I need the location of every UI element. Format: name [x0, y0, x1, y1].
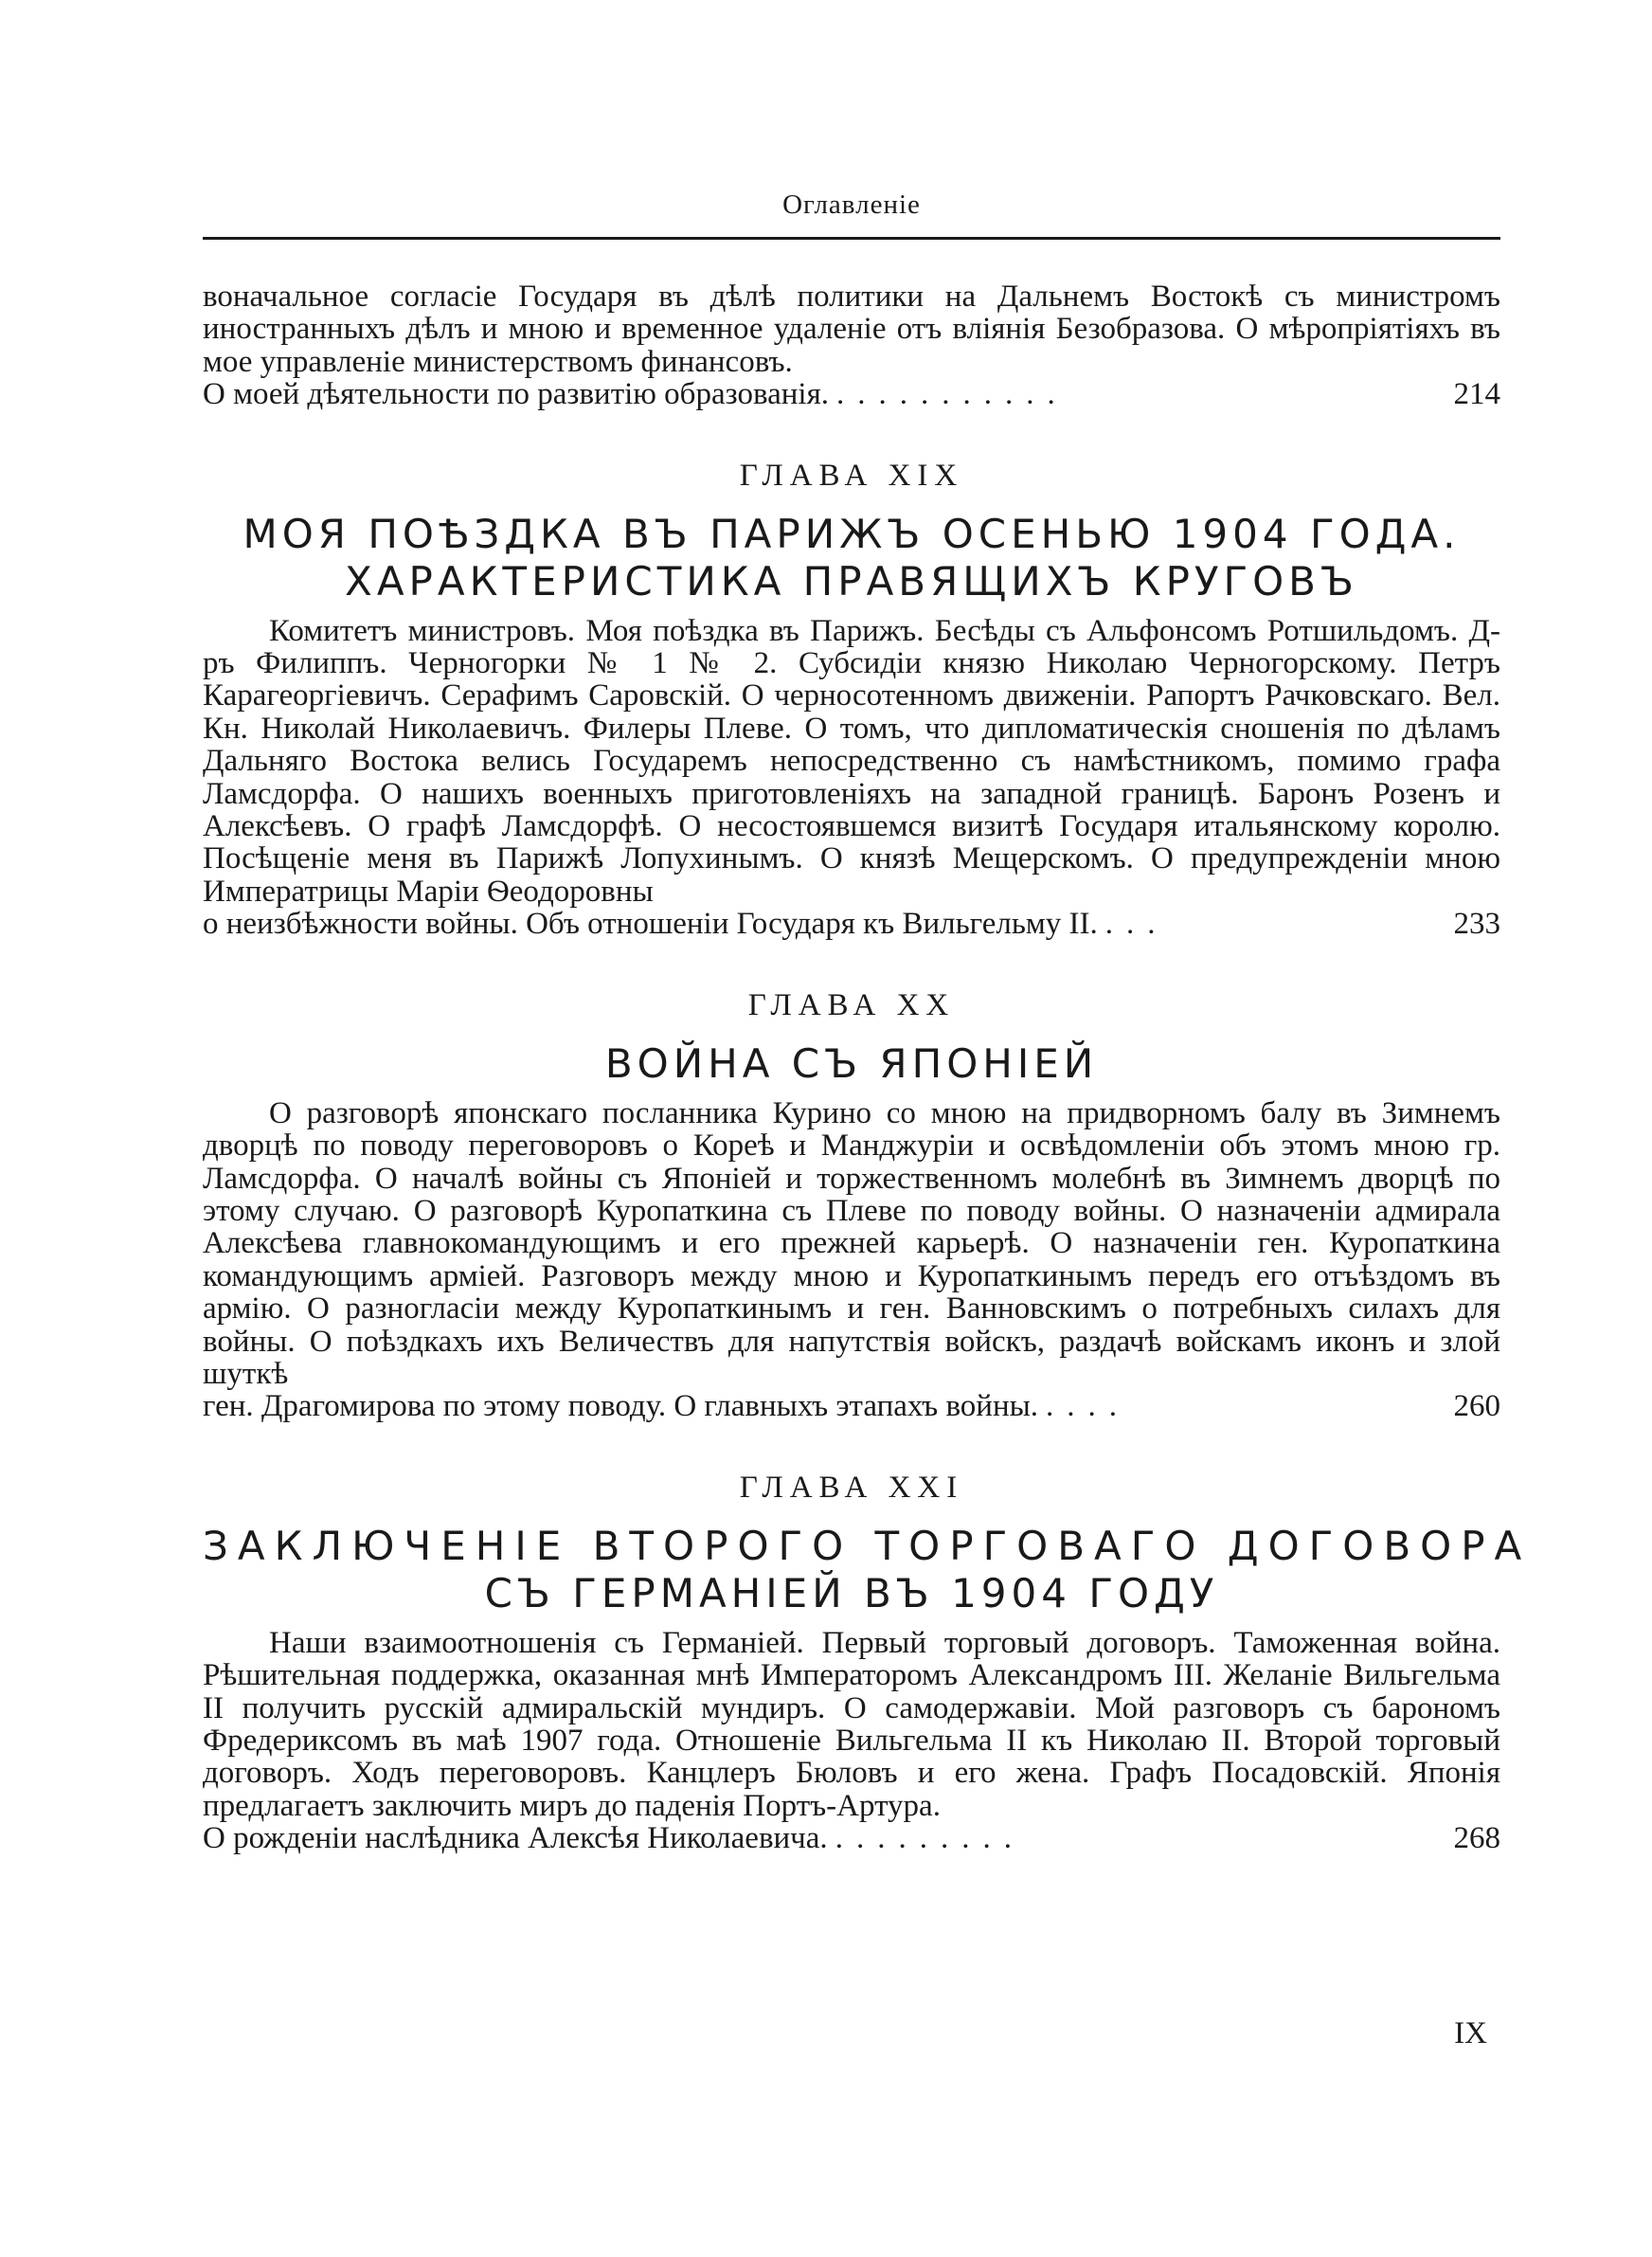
chapter-number: ГЛАВА XX — [747, 987, 956, 1022]
dot-leader: ... — [1104, 908, 1169, 941]
page-number: 260 — [1453, 1389, 1500, 1424]
chapter-21 — [203, 1470, 1532, 1856]
page-number: 233 — [1453, 907, 1500, 942]
page-number: 214 — [1453, 377, 1500, 412]
dot-leader: ......... — [835, 1822, 1025, 1855]
chapter-title-line: ЗАКЛЮЧЕНІЕ ВТОРОГО ТОРГОВАГО ДОГОВОРА — [203, 1522, 1532, 1569]
chapter-19 — [203, 459, 1500, 941]
chapter-summary-last-text: О рожденіи наслѣдника Алексѣя Николаевича. — [203, 1821, 828, 1856]
chapter-20 — [203, 988, 1500, 1423]
chapter-summary-text: Комитетъ министровъ. Моя поѣздка въ Парижъ. Бесѣды съ Альфонсомъ Ротшильдомъ. Д-ръ Филиппъ. Черногорки № 1 № 2. Субсидіи князю Николаю Черногорскому. Петръ Карагеоргіевичъ. Серафимъ Саровскій. О черносотенномъ движеніи. Рапортъ Рачковскаго. Вел. Кн. Николай Николаевичъ. Филеры Плеве. О томъ, что дипломатическія сношенія по дѣламъ Дальняго Востока велись Государемъ непосредственно съ намѣстникомъ, помимо графа Ламсдорфа. О нашихъ военныхъ приготовленіяхъ на западной границѣ. Баронъ Розенъ и Алексѣевъ. О графѣ Ламсдорфѣ. О несостоявшемся визитѣ Государя итальянскому королю. Посѣщеніе меня въ Парижѣ Лопухинымъ. О князѣ Мещерскомъ. О предупрежденіи мною Императрицы Маріи Ѳеодоровны — [203, 613, 1500, 909]
toc-entry-intro — [203, 280, 1500, 411]
chapter-summary-last-text: ген. Драгомирова по этому поводу. О главныхъ этапахъ войны. — [203, 1389, 1039, 1424]
folio-page-number: IX — [1454, 2016, 1487, 2050]
chapter-number: ГЛАВА XIX — [739, 458, 964, 493]
chapter-summary — [203, 1097, 1500, 1423]
chapter-title — [203, 511, 1500, 605]
toc-entry-last-text: О моей дѣятельности по развитію образованія. — [203, 377, 830, 412]
chapter-summary-text: Наши взаимоотношенія съ Германіей. Первый торговый договоръ. Таможенная война. Рѣшительная поддержка, оказанная мнѣ Императоромъ Александромъ III. Желаніе Вильгельма II получить русскій адмиральскій мундиръ. О самодержавіи. Мой разговоръ съ барономъ Фредериксомъ въ маѣ 1907 года. Отношеніе Вильгельма II къ Николаю II. Второй торговый договоръ. Ходъ переговоровъ. Канцлеръ Бюловъ и его жена. Графъ Посадовскій. Японія предлагаетъ заключить миръ до паденія Портъ-Артура. — [203, 1625, 1500, 1823]
header-rule — [203, 237, 1500, 240]
chapter-number: ГЛАВА XXI — [739, 1470, 964, 1505]
chapter-summary-text: О разговорѣ японскаго посланника Курино со мною на придворномъ балу въ Зимнемъ дворцѣ по поводу переговоровъ о Кореѣ и Манджуріи и освѣдомленіи объ этомъ мною гр. Ламсдорфа. О началѣ войны съ Японіей и торжественномъ молебнѣ въ Зимнемъ дворцѣ по этому случаю. О разговорѣ Куропаткина съ Плеве по поводу войны. О назначеніи адмирала Алексѣева главнокомандующимъ и его прежней карьерѣ. О назначеніи ген. Куропаткина командующимъ арміей. Разговоръ между мною и Куропаткинымъ передъ его отъѣздомъ въ армію. О разногласіи между Куропаткинымъ и ген. Ванновскимъ о потребныхъ силахъ для войны. О поѣздкахъ ихъ Величествъ для напутствія войскъ, раздачѣ войскамъ иконъ и злой шуткѣ — [203, 1095, 1500, 1391]
chapter-summary — [203, 615, 1500, 941]
dot-leader: .... — [1046, 1390, 1131, 1423]
running-head: Оглавленіе — [782, 190, 921, 220]
chapter-summary-last-line — [203, 908, 1500, 940]
chapter-title-line: ВОЙНА СЪ ЯПОНІЕЙ — [604, 1039, 1099, 1087]
chapter-summary-last-text: о неизбѣжности войны. Объ отношеніи Государя къ Вильгельму II. — [203, 907, 1098, 942]
toc-entry-text: воначальное согласіе Государя въ дѣлѣ политики на Дальнемъ Востокѣ съ министромъ иностранныхъ дѣлъ и мною и временное удаленіе отъ вліянія Безобразова. О мѣропріятіяхъ въ мое управленіе министерствомъ финансовъ. — [203, 280, 1500, 379]
dot-leader: ........... — [836, 378, 1068, 411]
toc-entry-last-line — [203, 378, 1500, 410]
chapter-title — [203, 1040, 1500, 1088]
page-number: 268 — [1453, 1821, 1500, 1856]
chapter-title — [203, 1522, 1532, 1617]
chapter-title-line: ХАРАКТЕРИСТИКА ПРАВЯЩИХЪ КРУГОВЪ — [345, 557, 1358, 605]
chapter-summary-last-line — [203, 1822, 1500, 1854]
toc-content — [203, 280, 1532, 1856]
chapter-summary-last-line — [203, 1390, 1500, 1422]
chapter-title-line: СЪ ГЕРМАНІЕЙ ВЪ 1904 ГОДУ — [484, 1569, 1219, 1616]
chapter-summary — [203, 1627, 1500, 1855]
chapter-title-line: МОЯ ПОѢЗДКА ВЪ ПАРИЖЪ ОСЕНЬЮ 1904 ГОДА. — [242, 510, 1461, 557]
